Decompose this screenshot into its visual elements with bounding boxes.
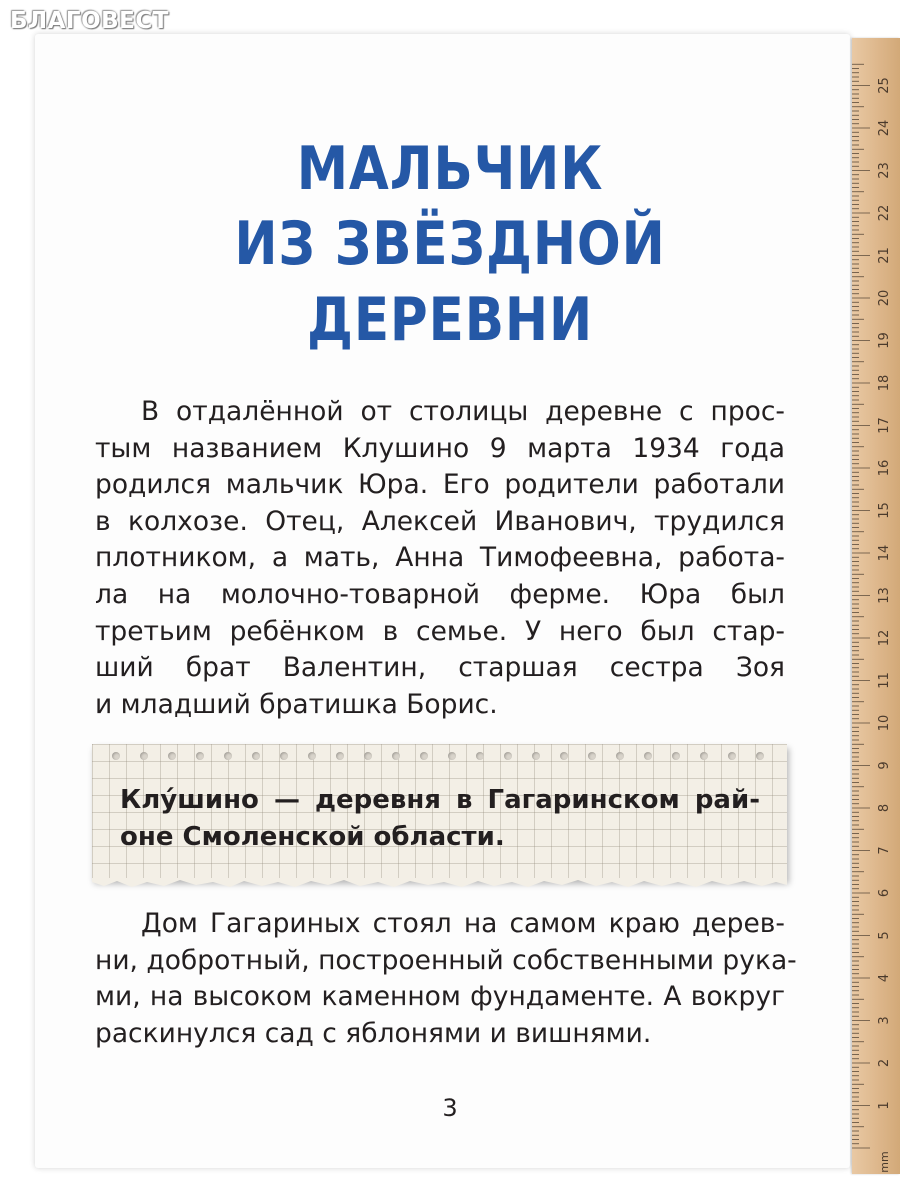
paragraph-line: раскинулся сад с яблонями и вишнями. xyxy=(95,1017,652,1049)
note-line: оне Смоленской области. xyxy=(120,822,505,852)
paragraph-line: ший брат Валентин, старшая сестра Зоя xyxy=(95,652,785,684)
ruler-unit-label: mm xyxy=(878,1151,891,1173)
notebook-hole xyxy=(588,752,596,760)
chapter-title-line-2: ИЗ ЗВЁЗДНОЙ ДЕРЕВНИ xyxy=(234,209,666,355)
notebook-hole xyxy=(448,752,456,760)
ruler-label: 17 xyxy=(877,417,892,434)
note-line: Клу́шино — деревня в Гагаринском рай- xyxy=(120,785,760,815)
ruler-label: 20 xyxy=(877,289,892,307)
ruler-label: 8 xyxy=(877,803,892,813)
ruler-label: 22 xyxy=(877,204,892,222)
notebook-holes xyxy=(112,752,772,764)
notebook-hole xyxy=(672,752,680,760)
ruler-label: 14 xyxy=(877,544,892,562)
notebook-hole xyxy=(308,752,316,760)
ruler-label: 15 xyxy=(877,502,892,519)
paragraph-line: родился мальчик Юра. Его родители работали xyxy=(95,469,785,501)
paragraph-line: Дом Гагариных стоял на самом краю дерев- xyxy=(141,908,785,939)
notebook-hole xyxy=(644,752,652,760)
ruler-label: 25 xyxy=(877,77,892,94)
notebook-hole xyxy=(224,752,232,760)
ruler-label: 19 xyxy=(877,332,892,349)
ruler-label: 9 xyxy=(877,761,892,770)
ruler-label: 1 xyxy=(877,1101,892,1110)
ruler-label: 6 xyxy=(877,888,892,898)
paragraph-line: ла на молочно-товарной ферме. Юра был xyxy=(95,578,785,610)
ruler-label: 5 xyxy=(877,931,892,940)
paragraph-line: тым названием Клушино 9 марта 1934 года xyxy=(95,432,785,464)
notebook-hole xyxy=(756,752,764,760)
notebook-hole xyxy=(700,752,708,760)
notebook-hole xyxy=(476,752,484,760)
notebook-hole xyxy=(392,752,400,760)
ruler-label: 16 xyxy=(877,459,892,477)
ruler-scale xyxy=(852,38,900,1174)
notebook-hole xyxy=(420,752,428,760)
definition-note-text xyxy=(120,782,760,856)
ruler-label: 2 xyxy=(877,1058,892,1068)
notebook-hole xyxy=(252,752,260,760)
definition-note-card xyxy=(92,744,787,880)
notebook-hole xyxy=(140,752,148,760)
ruler-label: 11 xyxy=(877,672,892,689)
notebook-hole xyxy=(364,752,372,760)
notebook-hole xyxy=(196,752,204,760)
ruler-label: 10 xyxy=(877,714,892,732)
chapter-title-line-1: МАЛЬЧИК xyxy=(296,134,604,204)
ruler-label: 18 xyxy=(877,374,892,392)
notebook-hole xyxy=(280,752,288,760)
notebook-hole xyxy=(728,752,736,760)
ruler-label: 21 xyxy=(877,247,892,264)
ruler-label: 13 xyxy=(877,587,892,604)
ruler-label: 24 xyxy=(877,119,892,137)
torn-paper-edge xyxy=(92,878,787,888)
notebook-hole xyxy=(616,752,624,760)
ruler-label: 12 xyxy=(877,629,892,647)
paragraph-line: третьим ребёнком в семье. У него был стар- xyxy=(95,615,785,647)
notebook-hole xyxy=(504,752,512,760)
page-number: 3 xyxy=(442,1094,458,1122)
paragraph-2 xyxy=(95,906,797,1052)
notebook-hole xyxy=(532,752,540,760)
notebook-hole xyxy=(112,752,120,760)
paragraph-1 xyxy=(95,394,785,723)
chapter-title xyxy=(123,132,777,358)
paragraph-line: ни, добротный, построенный собственными рука- xyxy=(95,944,797,976)
ruler-label: 7 xyxy=(877,846,892,855)
notebook-hole xyxy=(168,752,176,760)
ruler-label: 23 xyxy=(877,162,892,179)
watermark-logo: БЛАГОВЕСТ xyxy=(10,8,169,34)
paragraph-line: плотником, а мать, Анна Тимофеевна, работа- xyxy=(95,542,785,574)
paragraph-line: ми, на высоком каменном фундаменте. А вокруг xyxy=(95,981,785,1013)
paragraph-line: и младший братишка Борис. xyxy=(95,688,498,720)
notebook-hole xyxy=(336,752,344,760)
paragraph-line: В отдалённой от столицы деревне с прос- xyxy=(141,396,785,427)
notebook-hole xyxy=(560,752,568,760)
measuring-ruler xyxy=(852,38,900,1174)
paragraph-line: в колхозе. Отец, Алексей Иванович, трудился xyxy=(95,505,785,537)
ruler-label: 3 xyxy=(877,1016,892,1025)
ruler-label: 4 xyxy=(877,973,892,983)
